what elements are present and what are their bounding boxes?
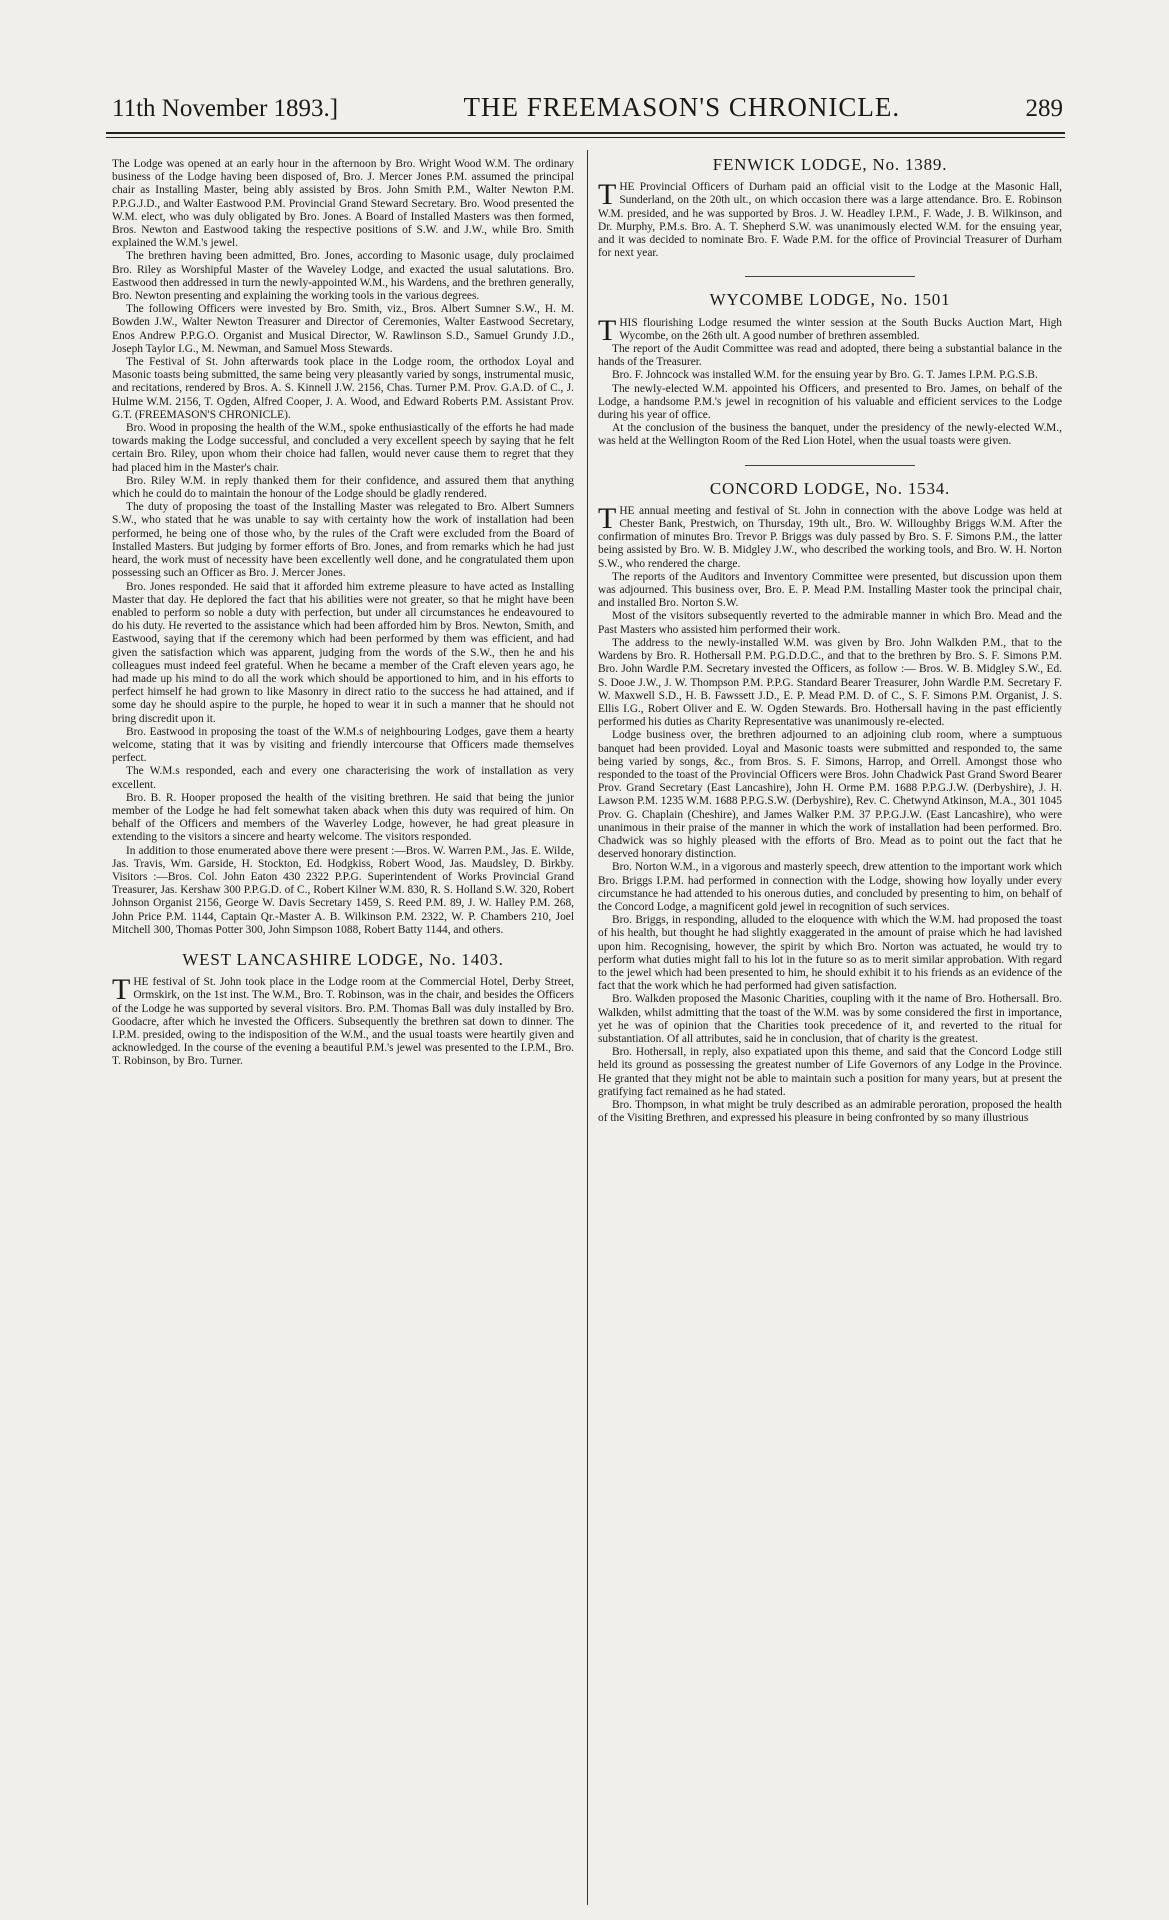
publication-title: THE FREEMASON'S CHRONICLE. [463, 92, 901, 122]
wycombe-heading: WYCOMBE LODGE, No. 1501 [709, 290, 951, 310]
article-paragraph: Bro. Walkden proposed the Masonic Charities, coupling with it the name of Bro. Hothersall. Bro. Walkden, whilst admitting that the toast of the W.M. was by some considered the first in importance, yet he was of opinion that the Charities took precedence of it, and reverted to the ritual for substantiation. Of all attributes, said he in conclusion, that of charity is the greatest. [598, 993, 1062, 1045]
article-paragraph: Bro. Eastwood in proposing the toast of the W.M.s of neighbouring Lodges, gave them a hearty welcome, stating that it was by visiting and friendly intercourse that Officers made themselves perfect. [112, 725, 574, 765]
section-separator [745, 276, 915, 277]
article-paragraph: Bro. Jones responded. He said that it afforded him extreme pleasure to have acted as Installing Master that day. He deplored the fact that his abilities were not greater, so that he might have been enabled to perform so noble a duty with perfection, but under all circumstances he endeavoured to do his duty. He reverted to the assistance which had been afforded him by Bros. Newton, Smith, and Eastwood, saying that if the ceremony which had been performed by them was efficient, and had given the satisfaction which was apparent, judging from the words of the S.W., then he and his colleagues must indeed feel grateful. When he became a member of the Craft eleven years ago, he had made up his mind to do all the work which should be apportioned to him, and in his efforts to perfect himself he had grown to like Masonry in direct ratio to the success he had attained, and if some day he should aspire to the purple, he hoped to wear it in such a manner that he should not bring discredit upon it. [112, 580, 574, 725]
article-paragraph: The newly-elected W.M. appointed his Officers, and presented to Bro. James, on behalf of the Lodge, a handsome P.M.'s jewel in recognition of his valuable and efficient services to the Lodge during his year of office. [598, 382, 1062, 422]
header-rule [106, 132, 1065, 134]
article-paragraph: Bro. Thompson, in what might be truly described as an admirable peroration, proposed the health of the Visiting Brethren, and expressed his pleasure in being confronted by so many illustrious [598, 1099, 1062, 1125]
article-paragraph: The Lodge was opened at an early hour in the afternoon by Bro. Wright Wood W.M. The ordinary business of the Lodge having been disposed of, Bro. J. Mercer Jones P.M. assumed the principal chair as Installing Master, being ably assisted by Bros. John Smith P.M., Walter Newton P.M. P.P.G.J.D., and Walter Eastwood P.M. Provincial Grand Steward Secretary. Bro. Wood presented the W.M. elect, who was duly obligated by Bro. Jones. A Board of Installed Masters was then formed, Bros. Newton and Eastwood taking the respective positions of S.W. and J.W., while Bro. Smith explained the W.M.'s jewel. [112, 158, 574, 250]
drop-cap: T [598, 313, 617, 347]
article-paragraph: Most of the visitors subsequently reverted to the admirable manner in which Bro. Mead and the Past Masters who assisted him performed their work. [598, 610, 1062, 636]
article-paragraph: Bro. F. Johncock was installed W.M. for the ensuing year by Bro. G. T. James I.P.M. P.G.S.B. [612, 369, 1038, 382]
article-paragraph: Bro. Wood in proposing the health of the W.M., spoke enthusiastically of the efforts he had made towards making the Lodge successful, and concluded a very excellent speech by saying that he felt certain Bro. Riley, upon whom their choice had fallen, would never cause them to regret that they had placed him in the Master's chair. [112, 422, 574, 474]
article-paragraph: Bro. Riley W.M. in reply thanked them for their confidence, and assured them that anything which he could do to maintain the honour of the Lodge should be gladly rendered. [112, 474, 574, 501]
article-paragraph: Bro. Hothersall, in reply, also expatiated upon this theme, and said that the Concord Lodge still held its ground as possessing the greatest number of Life Governors of any Lodge in the Province. He granted that they might not be able to maintain such a position for many years, but at present the gratifying fact remained as he had stated. [598, 1046, 1062, 1098]
concord-heading: CONCORD LODGE, No. 1534. [709, 478, 951, 498]
left-column [112, 158, 574, 1069]
article-paragraph: At the conclusion of the business the banquet, under the presidency of the newly-elected W.M., was held at the Wellington Room of the Red Lion Hotel, when the usual toasts were given. [598, 422, 1062, 448]
article-paragraph: In addition to those enumerated above there were present :—Bros. W. Warren P.M., Jas. E. Wilde, Jas. Travis, Wm. Garside, H. Stockton, Ed. Hodgkiss, Robert Wood, Jas. Maudsley, D. Birkby. Visitors :—Bros. Col. John Eaton 430 2322 P.P.G. Superintendent of Works Provincial Grand Treasurer, Jas. Kershaw 300 P.P.G.D. of C., Robert Kilner W.M. 830, R. S. Holland S.W. 320, Robert Johnson Organist 2156, George W. Davis Secretary 1459, S. Reed P.M. 89, J. W. Halley P.M. 268, John Price P.M. 1144, Captain Qr.-Master A. B. Wilkinson P.M. 2322, W. P. Chambers 210, Joel Mitchell 300, Thomas Potter 300, John Simpson 1088, Robert Batty 1144, and others. [112, 844, 574, 936]
article-paragraph: The report of the Audit Committee was read and adopted, there being a substantial balance in the hands of the Treasurer. [598, 343, 1062, 369]
article-paragraph: Bro. Norton W.M., in a vigorous and masterly speech, drew attention to the important work which Bro. Briggs I.P.M. had performed in connection with the Lodge, showing how loyally under every circumstance he had attended to his onerous duties, and concluded by presenting to him, on behalf of the Concord Lodge, a magnificent gold jewel in recognition of such services. [598, 861, 1062, 913]
right-column [598, 155, 1062, 1125]
article-paragraph: Bro. Briggs, in responding, alluded to the eloquence with which the W.M. had proposed the toast of his health, but thought he had slightly exaggerated in the amount of praise which he had lavished upon him. Recognising, however, the spirit by which Bro. Norton was actuated, he would try to perform what duties might fall to his lot in the future so as to merit similar approbation. With regard to the jewel which had been presented to him, he should exhibit it to his friends as an evidence of the fact that the work which he had performed had given satisfaction. [598, 914, 1062, 993]
header-rule-thin [106, 137, 1065, 138]
article-text: HIS flourishing Lodge resumed the winter session at the South Bucks Auction Mart, High Wycombe, on the 26th ult. A good number of brethren assembled. [619, 316, 1062, 342]
article-text: HE festival of St. John took place in the Lodge room at the Commercial Hotel, Derby Street, Ormskirk, on the 1st inst. The W.M., Bro. T. Robinson, was in the chair, and besides the Officers of the Lodge he was supported by several visitors. Bro. P.M. Thomas Ball was duly installed by Bro. Goodacre, after which he invested the Officers. Subsequently the brethren sat down to dinner. The I.P.M. presided, owing to the indisposition of the W.M., and the usual toasts were heartily given and acknowledged. In the course of the evening a beautiful P.M.'s jewel was presented to the I.P.M., Bro. T. Robinson, by Bro. Turner. [112, 976, 574, 1068]
article-paragraph: The reports of the Auditors and Inventory Committee were presented, but discussion upon them was adjourned. This business over, Bro. E. P. Mead P.M. Installing Master took the principal chair, and installed Bro. Norton S.W. [598, 570, 1062, 610]
article-paragraph: The W.M.s responded, each and every one characterising the work of installation as very excellent. [112, 765, 574, 791]
west-lancashire-heading: WEST LANCASHIRE LODGE, No. 1403. [182, 949, 504, 969]
running-head [112, 92, 1063, 132]
fenwick-paragraph [598, 178, 1062, 260]
article-paragraph: Bro. B. R. Hooper proposed the health of the visiting brethren. He said that being the junior member of the Lodge he had felt somewhat taken aback when this duty was required of him. On behalf of the Officers and members of the Waverley Lodge, however, he had great pleasure in extending to the visitors a sincere and hearty welcome. The visitors responded. [112, 791, 574, 844]
article-paragraph: The following Officers were invested by Bro. Smith, viz., Bros. Albert Sumner S.W., H. M. Bowden J.W., Walter Newton Treasurer and Director of Ceremonies, Walter Eastwood Secretary, Enos Andrew P.P.G.O. Organist and Musical Director, W. Rawlinson S.D., Samuel Grundy J.D., Joseph Taylor I.G., M. Newman, and Samuel Moss Stewards. [112, 303, 574, 355]
article-paragraph: The brethren having been admitted, Bro. Jones, according to Masonic usage, duly proclaimed Bro. Riley as Worshipful Master of the Waveley Lodge, and exacted the usual salutations. Bro. Eastwood then addressed in turn the newly-appointed W.M., his Wardens, and the brethren generally, Bro. Newton presenting and explaining the working tools in the various degrees. [112, 250, 574, 303]
article-paragraph: The address to the newly-installed W.M. was given by Bro. John Walkden P.M., that to the Wardens by Bro. R. Hothersall P.M. P.G.D.D.C., and that to the brethren by Bro. S. F. Simons P.M. Bro. John Wardle P.M. Secretary invested the Officers, as follow :— Bros. W. B. Midgley S.W., Ed. S. Dooe J.W., J. W. Thompson P.M. P.P.G. Standard Bearer Treasurer, John Wardle P.M. Secretary F. W. Maxwell S.D., H. B. Fawssett J.D., E. P. Mead P.M. D. of C., S. F. Simons P.M. Organist, J. S. Ellis I.G., Robert Oliver and E. W. Ogden Stewards. Bro. Hothersall having in the past efficiently performed his duties as Charity Representative was unanimously re-elected. [598, 636, 1062, 729]
west-lancashire-paragraph [112, 973, 574, 1068]
column-divider [587, 150, 588, 1905]
page-number: 289 [1025, 95, 1063, 122]
article-paragraph: The duty of proposing the toast of the Installing Master was relegated to Bro. Albert Sumners S.W., who stated that he was unable to say with certainty how the work of installation had been performed, he being one of those who, by the rules of the Craft were excluded from the Board of Installed Masters. But judging by former efforts of Bro. Jones, and from remarks which he had just heard, the work must of necessity have been excellently well done, and he congratulated them upon possessing such an Officer as Bro. J. Mercer Jones. [112, 501, 574, 580]
article-paragraph: The Festival of St. John afterwards took place in the Lodge room, the orthodox Loyal and Masonic toasts being submitted, the same being very pleasantly varied by songs, instrumental music, and recitations, rendered by Bros. A. S. Kinnell J.W. 2156, Chas. Turner P.M. Prov. G.A.D. of C., J. Hulme W.M. 2156, T. Ogden, Alfred Cooper, J. A. Wood, and Edward Roberts P.M. Assistant Prov. G.T. (FREEMASON'S CHRONICLE). [112, 356, 574, 421]
article-text: HE annual meeting and festival of St. John in connection with the above Lodge was held at Chester Bank, Prestwich, on Thursday, 19th ult., Bro. W. Willoughby Briggs W.M. After the confirmation of minutes Bro. Trevor P. Briggs was duly passed by Bro. S. F. Simons P.M., the latter being assisted by Bro. W. B. Midgley J.W., who described the working tools, and Bro. W. H. Norton S.W., who rendered the charge. [598, 504, 1062, 570]
wycombe-paragraph [598, 313, 1062, 347]
article-paragraph: Lodge business over, the brethren adjourned to an adjoining club room, where a sumptuous banquet had been provided. Loyal and Masonic toasts were submitted and responded to, the same being varied by songs, &c., from Bros. S. F. Simons, Harrop, and Orrell. Amongst those who responded to the toast of the Provincial Officers were Bros. John Chadwick Past Grand Sword Bearer Prov. Grand Secretary (East Lancashire), John H. Orme P.M. 1688 P.P.G.J.W. (Derbyshire), J. H. Lawson P.M. 1235 W.M. 1688 P.P.G.S.W. (Derbyshire), Rev. C. Chetwynd Atkinson, M.A., 301 1045 Prov. G. Chaplain (Cheshire), and James Walker P.M. 37 P.P.G.J.W. (East Lancashire), who were unanimous in their praise of the manner in which the work of installation had been performed. Bro. Chadwick was so highly pleased with the efforts of Bro. Mead as to point out the fact that he deserved honorary distinction. [598, 729, 1062, 861]
drop-cap: T [598, 501, 617, 535]
concord-paragraph [598, 501, 1062, 571]
fenwick-heading: FENWICK LODGE, No. 1389. [712, 155, 948, 174]
drop-cap: T [112, 973, 131, 1007]
drop-cap: T [598, 178, 617, 212]
section-separator [745, 465, 915, 466]
article-text: HE Provincial Officers of Durham paid an official visit to the Lodge at the Masonic Hall, Sunderland, on the 20th ult., on which occasion there was a large attendance. Bro. E. Robinson W.M. presided, and he was supported by Bros. J. W. Headley I.P.M., F. Wade, J. B. Wilkinson, and Dr. Murphy, P.M.s. Bro. A. T. Shepherd S.W. was unanimously elected W.M. for the ensuing year, and it was decided to nominate Bro. F. Wade P.M. for the office of Provincial Treasurer of Durham for next year. [598, 181, 1062, 260]
issue-date: 11th November 1893.] [112, 95, 339, 122]
